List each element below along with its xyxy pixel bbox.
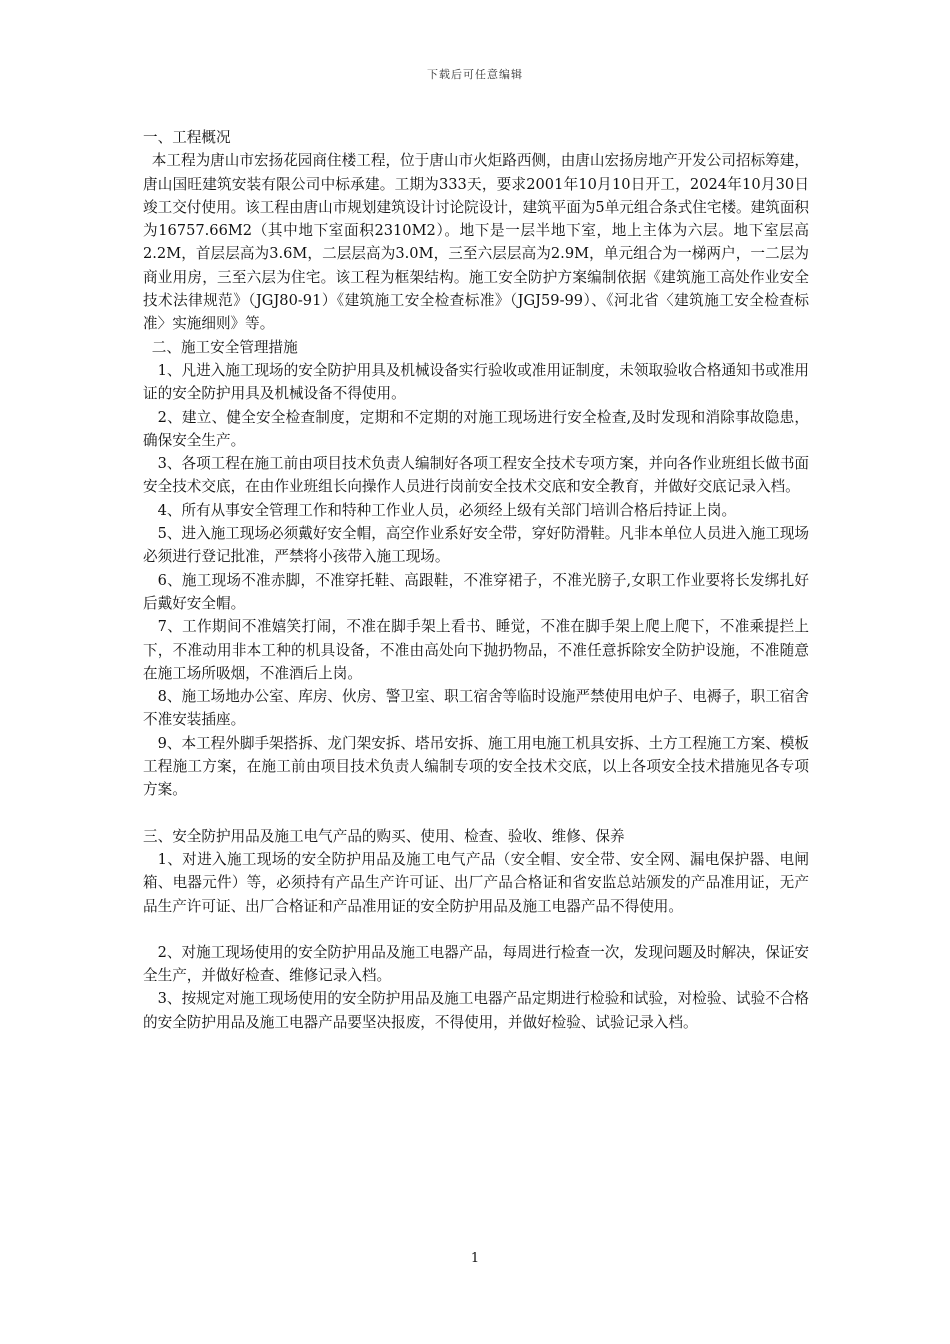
section-2-item: 6、施工现场不准赤脚，不准穿托鞋、高跟鞋，不准穿裙子，不准光膀子,女职工作业要将长发绑扎好后戴好安全帽。: [143, 571, 809, 612]
section-3-item: 1、对进入施工现场的安全防护用品及施工电气产品（安全帽、安全带、安全网、漏电保护器、电闸箱、电器元件）等，必须持有产品生产许可证、出厂产品合格证和省安监总站颁发的产品准用证，无产品生产许可证、出厂合格证和产品准用证的安全防护用品及施工电器产品不得使用。: [143, 850, 809, 915]
section-1-body: 本工程为唐山市宏扬花园商住楼工程，位于唐山市火炬路西侧，由唐山宏扬房地产开发公司招标筹建，唐山国旺建筑安装有限公司中标承建。工期为333天，要求2001年10月10日开工，2024年10月30日竣工交付使用。该工程由唐山市规划建筑设计讨论院设计，建筑平面为5单元组合条式住宅楼。建筑面积为16757.66M2（其中地下室面积2310M2）。地下是一层半地下室，地上主体为六层。地下室层高2.2M，首层层高为3.6M，二层层高为3.0M，三至六层层高为2.9M，单元组合为一梯两户，一二层为商业用房，三至六层为住宅。该工程为框架结构。施工安全防护方案编制依据《建筑施工高处作业安全技术法律规范》（JGJ80-91）《建筑施工安全检查标准》（JGJ59-99）、《河北省〈建筑施工安全检查标准〉实施细则》等。: [143, 152, 810, 333]
document-body: [143, 126, 809, 1034]
section-2-item: 1、凡进入施工现场的安全防护用具及机械设备实行验收或准用证制度，未领取验收合格通知书或准用证的安全防护用具及机械设备不得使用。: [143, 361, 810, 403]
page-number: 1: [470, 1251, 480, 1266]
section-1-title: 一、工程概况: [143, 129, 231, 146]
section-3-title: 三、安全防护用品及施工电气产品的购买、使用、检查、验收、维修、保养: [143, 827, 625, 845]
section-2-item: 9、本工程外脚手架搭拆、龙门架安拆、塔吊安拆、施工用电施工机具安拆、土方工程施工方案、模板工程施工方案，在施工前由项目技术负责人编制专项的安全技术交底，以上各项安全技术措施见各专项方案。: [143, 734, 810, 799]
section-2-item: 3、各项工程在施工前由项目技术负责人编制好各项工程安全技术专项方案，并向各作业班组长做书面安全技术交底，在由作业班组长向操作人员进行岗前安全技术交底和安全教育，并做好交底记录入档。: [143, 455, 810, 496]
section-2-item: 7、工作期间不准嬉笑打闹，不准在脚手架上看书、睡觉，不准在脚手架上爬上爬下，不准乘提拦上下，不准动用非本工种的机具设备，不准由高处向下抛扔物品，不准任意拆除安全防护设施，不准随意在施工场所吸烟，不准酒后上岗。: [143, 618, 809, 682]
section-2-item: 2、建立、健全安全检查制度，定期和不定期的对施工现场进行安全检查,及时发现和消除事故隐患，确保安全生产。: [143, 408, 809, 449]
section-2-item: 8、施工场地办公室、库房、伙房、警卫室、职工宿舍等临时设施严禁使用电炉子、电褥子，职工宿舍不准安装插座。: [143, 688, 810, 729]
section-2-item: 5、进入施工现场必须戴好安全帽，高空作业系好安全带，穿好防滑鞋。凡非本单位人员进入施工现场必须进行登记批准，严禁将小孩带入施工现场。: [143, 525, 810, 566]
section-3-item: 3、按规定对施工现场使用的安全防护用品及施工电器产品定期进行检验和试验，对检验、试验不合格的安全防护用品及施工电器产品要坚决报废，不得使用，并做好检验、试验记录入档。: [143, 990, 810, 1031]
header-note: 下载后可任意编辑: [427, 68, 523, 81]
section-3-item: 2、对施工现场使用的安全防护用品及施工电器产品，每周进行检查一次，发现问题及时解决，保证安全生产，并做好检查、维修记录入档。: [143, 943, 810, 985]
section-2-title: 二、施工安全管理措施: [151, 338, 298, 356]
section-2-item: 4、所有从事安全管理工作和特种工作业人员，必须经上级有关部门培训合格后持证上岗。: [157, 501, 737, 519]
